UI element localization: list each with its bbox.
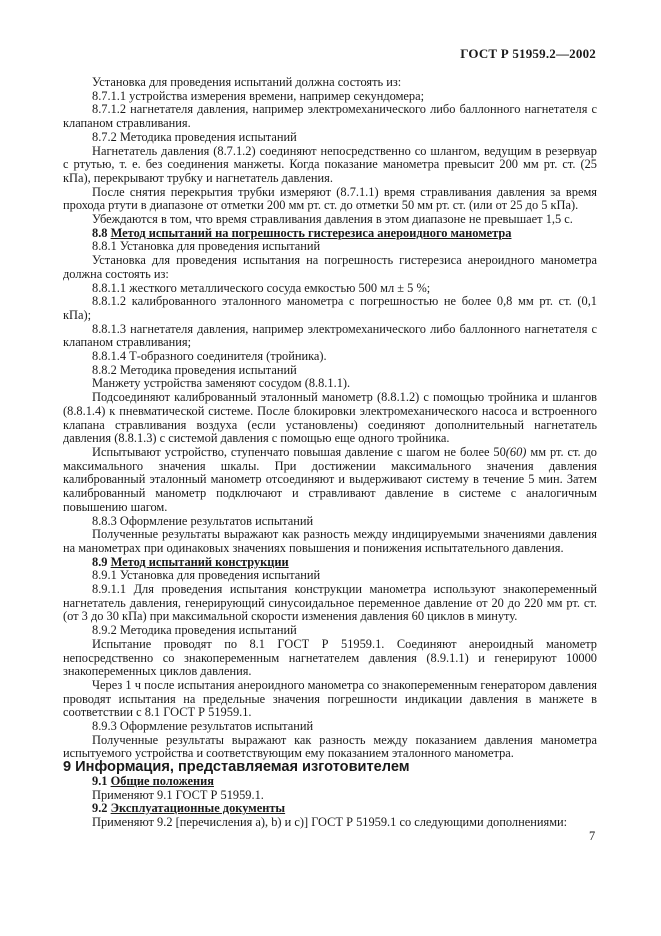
clause-number: 9.1 — [92, 773, 108, 788]
clause-title: Метод испытаний на погрешность гистерезиса анероидного манометра — [110, 225, 512, 240]
clause-9-2-heading — [63, 802, 597, 816]
paragraph: Полученные результаты выражают как разность между показанием давления манометра испытуемого устройства и соответствующим ему показанием эталонного манометра. — [63, 732, 597, 761]
clause-8-8-1-4: 8.8.1.4 Т-образного соединителя (тройника). — [92, 349, 327, 364]
paragraph: Полученные результаты выражают как разность между индицируемыми значениями давления на манометрах при одинаковых значениях повышения и понижения испытательного давления. — [63, 527, 597, 555]
paragraph: Подсоединяют калиброванный эталонный манометр (8.8.1.2) с помощью тройника и шлангов (8.8.1.4) к пневматической системе. После блокировки электромеханического насоса и встроенного клапана стравливания воздуха (если установлены) соединяют дополнительный нагнетатель давления (8.8.1.3) с системой давления с помощью еще одного тройника. — [63, 390, 597, 446]
clause-8-8-1-2: 8.8.1.2 калиброванного эталонного манометра с погрешностью не более 0,8 мм рт. ст. (0,1 кПа); — [63, 294, 597, 322]
paragraph: Применяют 9.1 ГОСТ Р 51959.1. — [92, 787, 264, 802]
paragraph: После снятия перекрытия трубки измеряют (8.7.1.1) время стравливания давления за время прохода ртути в диапазоне от отметки 200 мм рт. ст. до отметки 50 мм рт. ст. (или от 25 до 5 кПа). — [63, 184, 597, 213]
paragraph: Применяют 9.2 [перечисления а), b) и с)] ГОСТ Р 51959.1 со следующими дополнениями: — [92, 814, 568, 829]
clause-8-9-3-heading: 8.9.3 Оформление результатов испытаний — [92, 719, 314, 734]
paragraph: Установка для проведения испытаний должна состоять из: — [92, 75, 402, 89]
paragraph — [63, 446, 597, 515]
clause-8-7-2-heading: 8.7.2 Методика проведения испытаний — [92, 129, 297, 144]
section-9-heading: 9 Информация, представляемая изготовителем — [63, 759, 410, 776]
clause-8-7-1-1: 8.7.1.1 устройства измерения времени, например секундомера; — [92, 88, 425, 103]
text-run: мм рт. ст. до максимального значения шкалы. При достижении максимального значения давления калиброванный эталонный манометр отсоединяют и выдерживают систему в течение 5 мин. Затем калиброванный манометр подключают и стравливают давление в системе с аналогичным повышению шагом. — [63, 444, 597, 514]
clause-8-8-3-heading: 8.8.3 Оформление результатов испытаний — [92, 513, 314, 528]
text-run: Испытывают устройство, ступенчато повышая давление с шагом не более 50 — [92, 444, 506, 459]
document-body — [63, 76, 597, 830]
paragraph: Нагнетатель давления (8.7.1.2) соединяют непосредственно со шлангом, ведущим в резервуар с ртутью, т. е. без соединения манжеты. Когда показание манометра превысит 200 мм рт. ст. (25 кПа), перекрывают трубку и нагнетатель давления. — [63, 143, 597, 185]
clause-8-8-1-3: 8.8.1.3 нагнетателя давления, например электромеханического либо баллонного нагнетателя с клапаном стравливания; — [63, 321, 597, 350]
page-number: 7 — [589, 829, 596, 843]
clause-8-9-1-heading: 8.9.1 Установка для проведения испытаний — [92, 568, 321, 583]
clause-number: 8.8 — [92, 225, 108, 240]
clause-8-8-2-heading: 8.8.2 Методика проведения испытаний — [92, 362, 297, 377]
clause-8-8-heading — [63, 227, 597, 241]
italic-value: (60) — [505, 444, 527, 459]
clause-title: Общие положения — [110, 773, 214, 788]
clause-8-9-1-1: 8.9.1.1 Для проведения испытания конструкции манометра используют знакопеременный нагнетатель давления, генерирующий синусоидальное переменное давление от 20 до 220 мм рт. ст. (от 3 до 30 кПа) при максимальной скорости изменения давления 60 циклов в минуту. — [63, 582, 597, 624]
paragraph: Манжету устройства заменяют сосудом (8.8.1.1). — [92, 376, 351, 391]
clause-8-8-1-heading: 8.8.1 Установка для проведения испытаний — [92, 239, 321, 254]
paragraph: Убеждаются в том, что время стравливания давления в этом диапазоне не превышает 1,5 с. — [92, 212, 573, 227]
clause-9-1-heading — [63, 775, 597, 789]
document-header: ГОСТ Р 51959.2—2002 — [460, 46, 596, 61]
clause-title: Метод испытаний конструкции — [110, 554, 289, 569]
clause-8-9-heading — [63, 556, 597, 570]
clause-number: 9.2 — [92, 801, 108, 816]
clause-8-7-1-2: 8.7.1.2 нагнетателя давления, например электромеханического либо баллонного нагнетателя с клапаном стравливания. — [63, 102, 597, 131]
clause-title: Эксплуатационные документы — [110, 801, 286, 816]
paragraph: Испытание проводят по 8.1 ГОСТ Р 51959.1. Соединяют анероидный манометр непосредственно со знакопеременным нагнетателем давления (8.9.1.1) и генерируют 10000 знакопеременных циклов давления. — [63, 636, 597, 679]
paragraph: Через 1 ч после испытания анероидного манометра со знакопеременным генератором давления проводят испытания на предельные значения погрешности индикации давления в манжете в соответствии с 8.1 ГОСТ Р 51959.1. — [63, 677, 597, 720]
clause-number: 8.9 — [92, 554, 108, 569]
clause-8-8-1-1: 8.8.1.1 жесткого металлического сосуда емкостью 500 мл ± 5 %; — [92, 280, 431, 295]
paragraph: Установка для проведения испытания на погрешность гистерезиса анероидного манометра должна состоять из: — [63, 253, 597, 281]
clause-8-9-2-heading: 8.9.2 Методика проведения испытаний — [92, 623, 297, 638]
